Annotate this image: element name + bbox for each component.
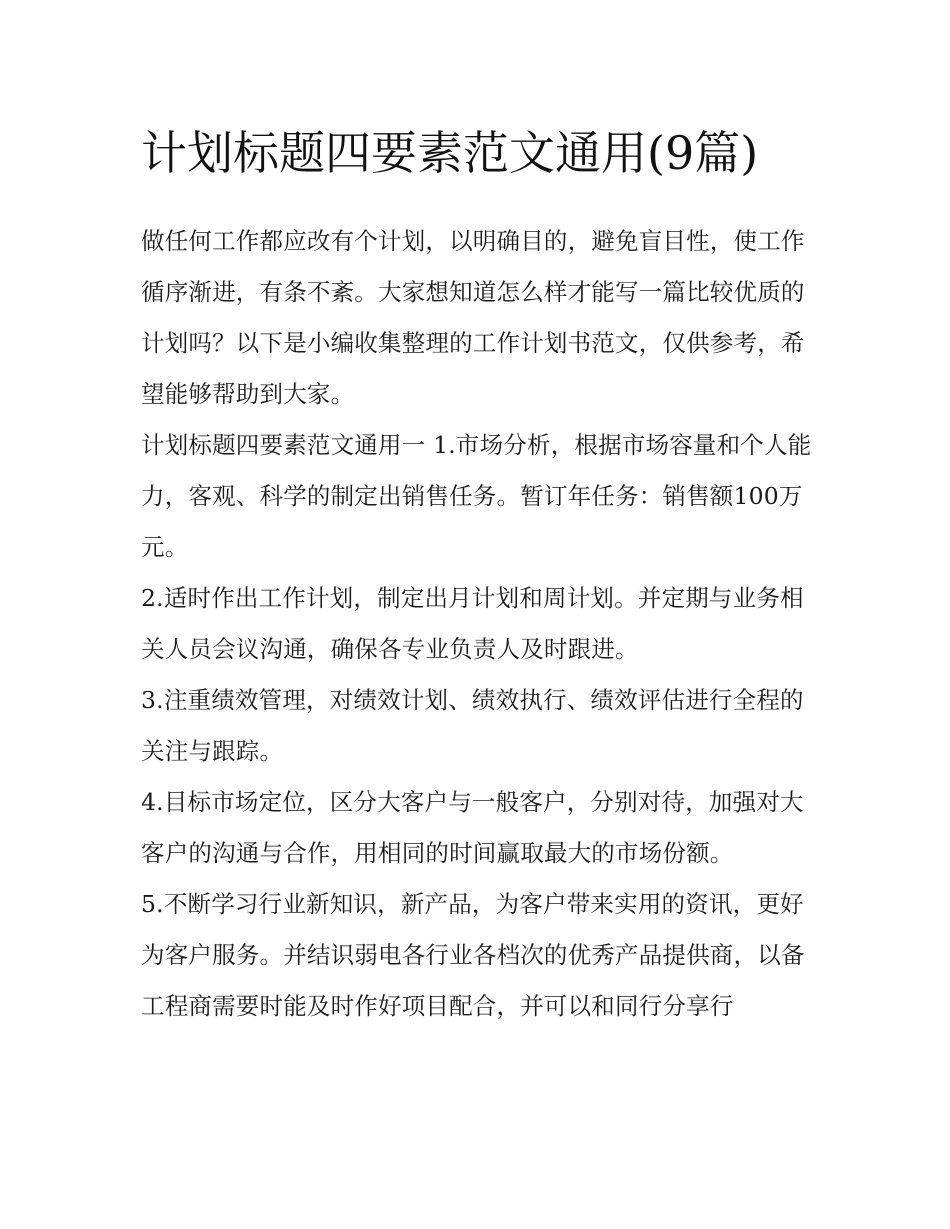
paragraph-item-1: 计划标题四要素范文通用一 1.市场分析，根据市场容量和个人能力，客观、科学的制定出销售任务。暂订年任务：销售额100万元。 <box>141 431 812 561</box>
document-title: 计划标题四要素范文通用(9篇) <box>141 126 759 180</box>
paragraph-item-3: 3.注重绩效管理，对绩效计划、绩效执行、绩效评估进行全程的关注与跟踪。 <box>141 686 804 765</box>
paragraph-intro: 做任何工作都应改有个计划，以明确目的，避免盲目性，使工作循序渐进，有条不紊。大家想知道怎么样才能写一篇比较优质的计划吗？以下是小编收集整理的工作计划书范文，仅供参考，希望能够帮助到大家。 <box>141 227 805 408</box>
paragraph-item-5: 5.不断学习行业新知识，新产品，为客户带来实用的资讯，更好为客户服务。并结识弱电各行业各档次的优秀产品提供商，以备工程商需要时能及时作好项目配合，并可以和同行分享行 <box>141 890 805 1020</box>
paragraph-item-4: 4.目标市场定位，区分大客户与一般客户，分别对待，加强对大客户的沟通与合作，用相同的时间赢取最大的市场份额。 <box>141 788 804 867</box>
document-content <box>141 114 817 1032</box>
document-body <box>141 216 817 1032</box>
paragraph-item-2: 2.适时作出工作计划，制定出月计划和周计划。并定期与业务相关人员会议沟通，确保各专业负责人及时跟进。 <box>141 584 804 663</box>
